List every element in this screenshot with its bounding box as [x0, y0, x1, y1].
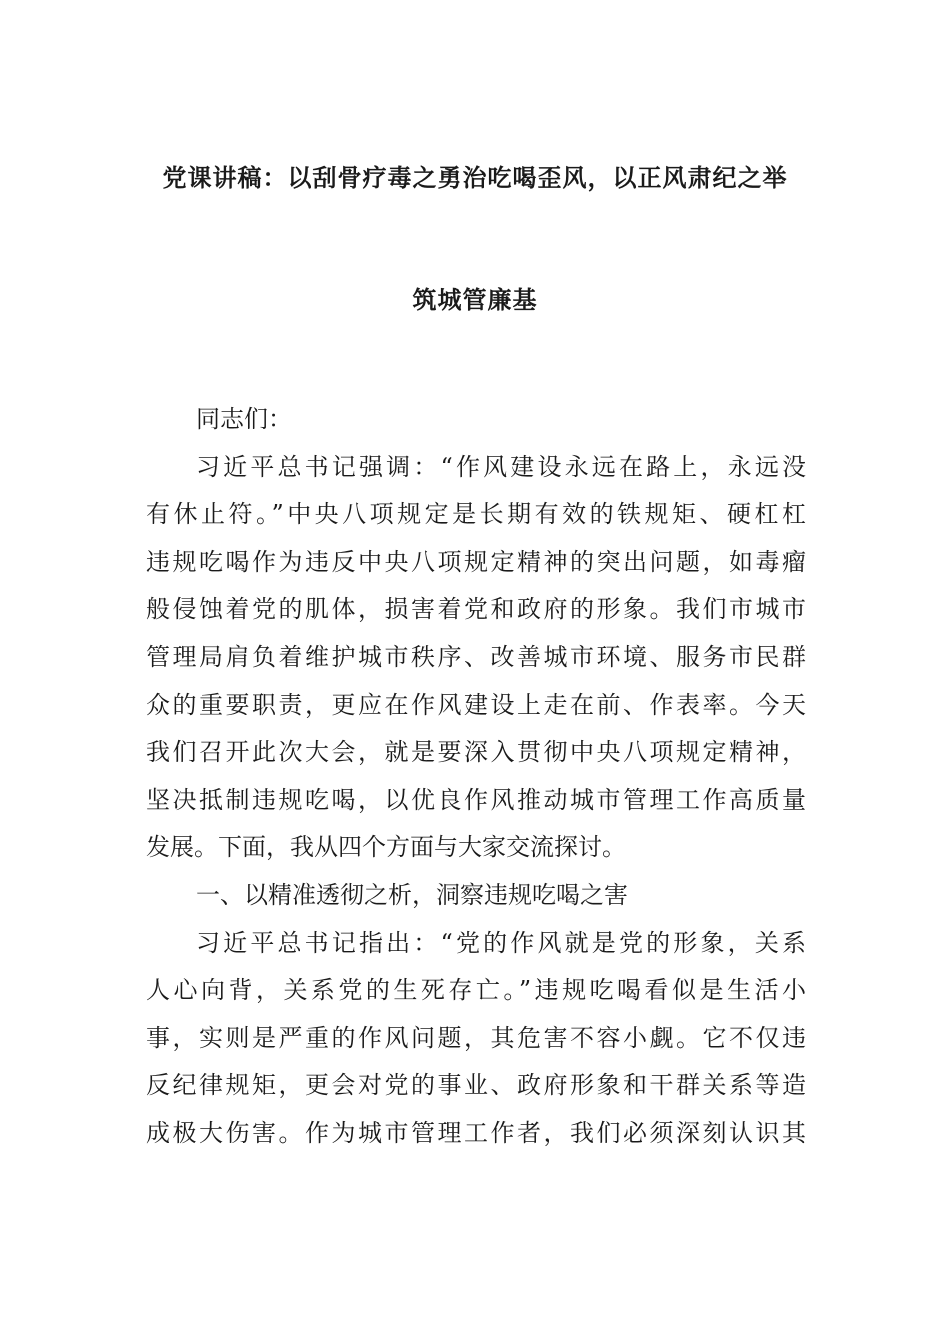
paragraph-line: 习近平总书记强调：“作风建设永远在路上，永远没	[196, 452, 806, 481]
paragraph-line: 事，实则是严重的作风问题，其危害不容小觑。它不仅违	[146, 1023, 806, 1052]
salutation: 同志们：	[196, 405, 292, 433]
paragraph-line: 习近平总书记指出：“党的作风就是党的形象，关系	[196, 928, 806, 957]
paragraph-line: 众的重要职责，更应在作风建设上走在前、作表率。今天	[146, 690, 806, 719]
document-body	[146, 396, 806, 1158]
document-title-line-2: 筑城管廉基	[412, 285, 538, 314]
paragraph-line: 反纪律规矩，更会对党的事业、政府形象和干群关系等造	[146, 1071, 806, 1100]
paragraph-line: 有休止符。”中央八项规定是长期有效的铁规矩、硬杠杠	[146, 500, 806, 529]
paragraph-line: 人心向背，关系党的生死存亡。”违规吃喝看似是生活小	[146, 976, 806, 1005]
paragraph-line: 坚决抵制违规吃喝，以优良作风推动城市管理工作高质量	[146, 785, 806, 814]
paragraph-line: 般侵蚀着党的肌体，损害着党和政府的形象。我们市城市	[146, 595, 806, 624]
document-title-line-1: 党课讲稿：以刮骨疗毒之勇治吃喝歪风，以正风肃纪之举	[162, 163, 788, 192]
paragraph-line: 我们召开此次大会，就是要深入贯彻中央八项规定精神，	[146, 738, 806, 767]
paragraph-line: 发展。下面，我从四个方面与大家交流探讨。	[146, 833, 626, 862]
paragraph-line: 成极大伤害。作为城市管理工作者，我们必须深刻认识其	[146, 1118, 806, 1147]
paragraph-line: 管理局肩负着维护城市秩序、改善城市环境、服务市民群	[146, 642, 806, 671]
section-heading: 一、以精准透彻之析，洞察违规吃喝之害	[196, 880, 628, 909]
paragraph-line: 违规吃喝作为违反中央八项规定精神的突出问题，如毒瘤	[146, 547, 806, 576]
